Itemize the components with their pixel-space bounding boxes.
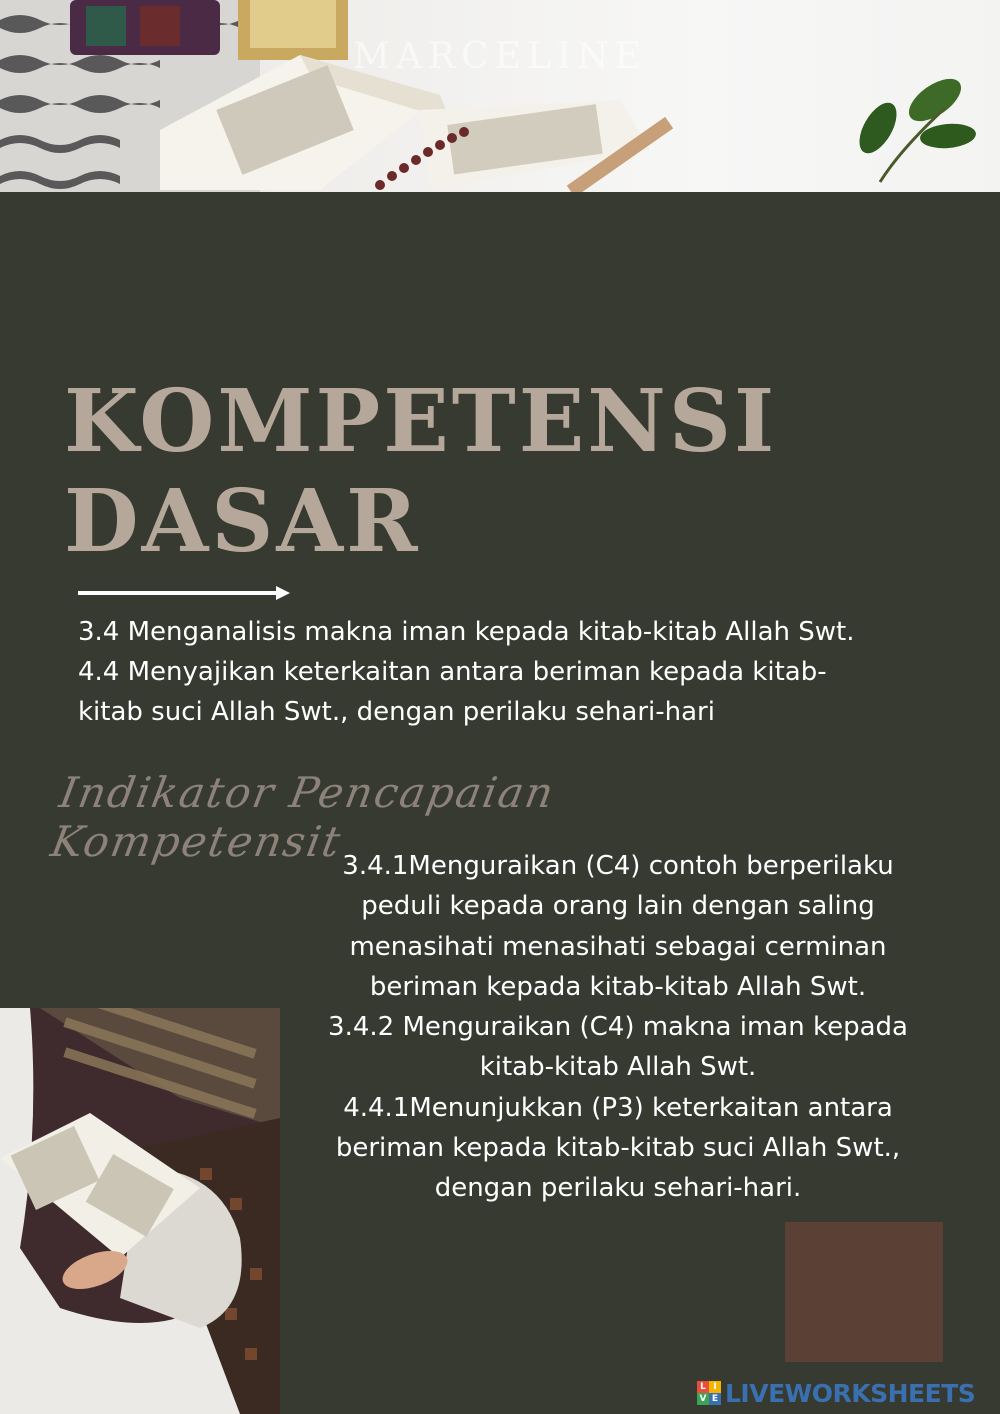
kompetensi-item: 4.4 Menyajikan keterkaitan antara beriman kepada kitab- kitab suci Allah Swt., dengan perilaku sehari-hari [78, 657, 827, 727]
title-line-2: DASAR [64, 471, 421, 572]
indikator-item: 3.4.2 Menguraikan (C4) makna iman kepada kitab-kitab Allah Swt. [328, 1012, 908, 1083]
kompetensi-item: 3.4 Menganalisis makna iman kepada kitab-kitab Allah Swt. [78, 617, 855, 647]
liveworksheets-logo-icon: L I V E [697, 1381, 721, 1405]
watermark-text: LIVEWORKSHEETS [725, 1378, 976, 1408]
title-line-1: KOMPETENSI [64, 371, 778, 472]
indikator-heading: Indikator Pencapaian Kompetensit [47, 768, 559, 866]
kompetensi-dasar-list [78, 612, 938, 732]
decorative-square [785, 1222, 943, 1362]
leaf-icon [852, 71, 977, 182]
reading-quran-photo [0, 1008, 280, 1414]
header-banner-image [0, 0, 1000, 192]
page-title [64, 371, 778, 572]
right-arrow-icon [78, 584, 292, 602]
indikator-item: 3.4.1Menguraikan (C4) contoh berperilaku peduli kepada orang lain dengan saling menasihati menasihati sebagai cerminan beriman kepada kitab-kitab Allah Swt. [342, 851, 894, 1002]
indikator-item: 4.4.1Menunjukkan (P3) keterkaitan antara beriman kepada kitab-kitab suci Allah Swt., dengan perilaku sehari-hari. [335, 1092, 901, 1204]
quran-photo [0, 0, 1000, 192]
brand-watermark-text: MARCELINE [353, 36, 647, 77]
liveworksheets-watermark[interactable] [697, 1376, 975, 1410]
indikator-list [310, 846, 926, 1209]
